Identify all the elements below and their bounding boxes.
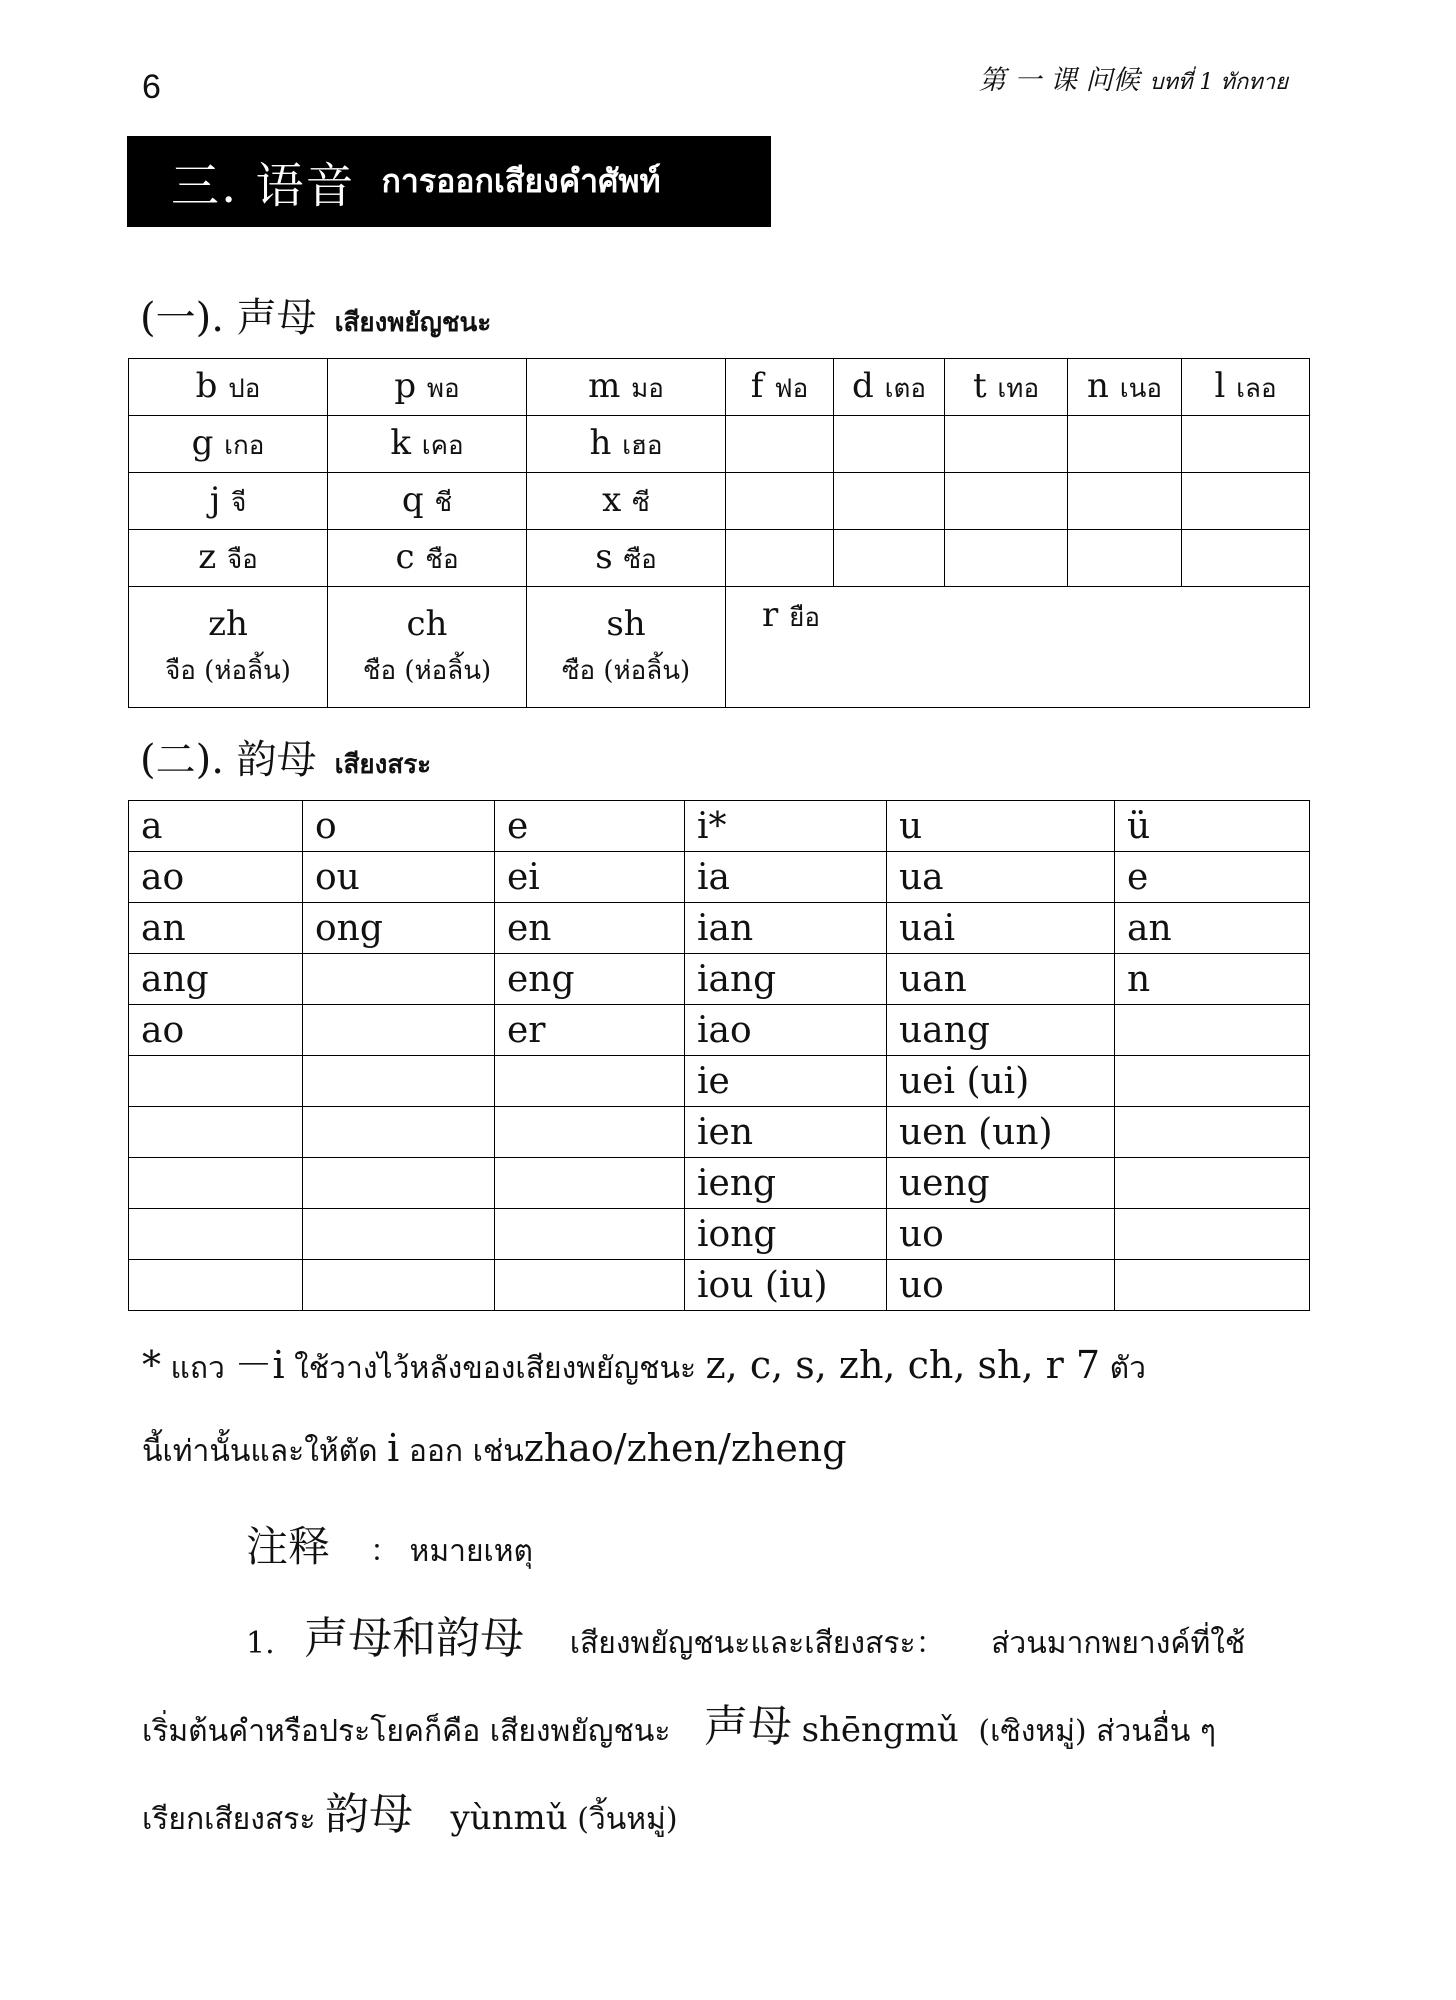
initial-cell: f ฟอ	[726, 359, 834, 416]
table-row	[129, 587, 1310, 708]
empty-cell	[945, 530, 1068, 587]
finals-heading	[140, 728, 431, 785]
final-cell: ong	[303, 903, 495, 954]
initial-cell: n เนอ	[1068, 359, 1182, 416]
final-cell: uo	[887, 1209, 1115, 1260]
table-row	[129, 801, 1310, 852]
final-cell: uei (ui)	[887, 1056, 1115, 1107]
empty-cell	[1068, 530, 1182, 587]
final-cell: e	[495, 801, 685, 852]
initial-cell: s ซือ	[527, 530, 726, 587]
empty-cell	[834, 473, 945, 530]
table-row	[129, 416, 1310, 473]
final-cell: uai	[887, 903, 1115, 954]
table-row	[129, 473, 1310, 530]
initial-cell: ch ชือ (ห่อลิ้น)	[328, 587, 527, 708]
final-cell: iou (iu)	[685, 1260, 887, 1311]
note-paragraph: * แถว －i ใช้วางไว้หลังของเสียงพยัญชนะ z, c, s, zh, ch, sh, r 7 ตัว	[142, 1343, 1146, 1387]
empty-cell	[1115, 1056, 1310, 1107]
remark-paragraph-line3: เรียกเสียงสระ 韵母 yùnmǔ (วิ้นหมู่)	[142, 1789, 678, 1840]
final-cell: ian	[685, 903, 887, 954]
final-cell: iang	[685, 954, 887, 1005]
empty-cell	[129, 1260, 303, 1311]
final-cell: u	[887, 801, 1115, 852]
table-row	[129, 903, 1310, 954]
lesson-title-zh: 第 一 课 问候	[978, 65, 1140, 96]
initial-cell: z จือ	[129, 530, 328, 587]
empty-cell	[834, 416, 945, 473]
empty-cell	[1115, 1209, 1310, 1260]
empty-cell	[1068, 416, 1182, 473]
empty-cell	[495, 1158, 685, 1209]
final-cell: ueng	[887, 1158, 1115, 1209]
empty-cell	[726, 416, 834, 473]
empty-cell	[303, 1056, 495, 1107]
initial-cell: j จี	[129, 473, 328, 530]
empty-cell	[1115, 1107, 1310, 1158]
table-row	[129, 954, 1310, 1005]
finals-heading-th: เสียงสระ	[334, 750, 432, 780]
table-row	[129, 1209, 1310, 1260]
final-cell: a	[129, 801, 303, 852]
table-row	[129, 1158, 1310, 1209]
running-header	[979, 58, 1288, 99]
empty-cell	[303, 1260, 495, 1311]
empty-cell	[303, 1209, 495, 1260]
empty-cell	[834, 530, 945, 587]
lesson-title-th: บทที่ 1 ทักทาย	[1149, 70, 1288, 95]
finals-table	[128, 800, 1310, 1311]
empty-cell	[726, 530, 834, 587]
empty-cell	[495, 1260, 685, 1311]
final-cell: e	[1115, 852, 1310, 903]
final-cell: er	[495, 1005, 685, 1056]
initial-cell: k เคอ	[328, 416, 527, 473]
empty-cell	[303, 954, 495, 1005]
empty-cell	[129, 1209, 303, 1260]
final-cell: n	[1115, 954, 1310, 1005]
initial-cell-r: r ยือ	[726, 587, 1310, 708]
final-cell: uang	[887, 1005, 1115, 1056]
table-row	[129, 1260, 1310, 1311]
initial-cell: q ชี	[328, 473, 527, 530]
empty-cell	[1115, 1158, 1310, 1209]
initial-cell: x ซี	[527, 473, 726, 530]
empty-cell	[1115, 1005, 1310, 1056]
final-cell: ao	[129, 852, 303, 903]
table-row	[129, 1056, 1310, 1107]
remarks-heading: 注释 ： หมายเหตุ	[246, 1522, 534, 1571]
initial-cell: t เทอ	[945, 359, 1068, 416]
empty-cell	[1182, 473, 1310, 530]
final-cell: ien	[685, 1107, 887, 1158]
table-row	[129, 530, 1310, 587]
empty-cell	[1068, 473, 1182, 530]
final-cell: an	[1115, 903, 1310, 954]
initial-cell: sh ซือ (ห่อลิ้น)	[527, 587, 726, 708]
section-title-zh: 三. 语音	[171, 158, 356, 214]
empty-cell	[726, 473, 834, 530]
final-cell: ao	[129, 1005, 303, 1056]
initial-cell: d เตอ	[834, 359, 945, 416]
final-cell: iao	[685, 1005, 887, 1056]
empty-cell	[303, 1158, 495, 1209]
initial-cell: b ปอ	[129, 359, 328, 416]
remark-paragraph: 1. 声母和韵母 เสียงพยัญชนะและเสียงสระ： ส่วนมากพยางค์ที่ใช้	[246, 1613, 1246, 1664]
empty-cell	[495, 1056, 685, 1107]
table-row	[129, 852, 1310, 903]
initials-table	[128, 358, 1310, 708]
empty-cell	[945, 416, 1068, 473]
empty-cell	[945, 473, 1068, 530]
empty-cell	[129, 1056, 303, 1107]
remark-paragraph-line2: เริ่มต้นคำหรือประโยคก็คือ เสียงพยัญชนะ 声母 shēngmǔ (เซิงหมู่) ส่วนอื่น ๆ	[142, 1701, 1216, 1752]
final-cell: iong	[685, 1209, 887, 1260]
final-cell: an	[129, 903, 303, 954]
initial-cell: g เกอ	[129, 416, 328, 473]
final-cell: eng	[495, 954, 685, 1005]
final-cell: ang	[129, 954, 303, 1005]
final-cell: uo	[887, 1260, 1115, 1311]
table-row	[129, 359, 1310, 416]
final-cell: i*	[685, 801, 887, 852]
empty-cell	[303, 1005, 495, 1056]
final-cell: uen (un)	[887, 1107, 1115, 1158]
initials-heading-zh: (一). 声母	[140, 295, 317, 341]
empty-cell	[495, 1107, 685, 1158]
page-number: 6	[142, 68, 161, 106]
final-cell: ou	[303, 852, 495, 903]
section-title-th: การออกเสียงคำศัพท์	[381, 162, 661, 200]
empty-cell	[129, 1107, 303, 1158]
final-cell: ei	[495, 852, 685, 903]
initial-cell: zh จือ (ห่อลิ้น)	[129, 587, 328, 708]
initials-heading-th: เสียงพยัญชนะ	[334, 308, 492, 338]
table-row	[129, 1107, 1310, 1158]
note-paragraph-line2: นี้เท่านั้นและให้ตัด i ออก เช่นzhao/zhen/zheng	[142, 1426, 847, 1470]
final-cell: o	[303, 801, 495, 852]
empty-cell	[1115, 1260, 1310, 1311]
table-row	[129, 1005, 1310, 1056]
final-cell: ieng	[685, 1158, 887, 1209]
section-banner	[127, 136, 771, 227]
final-cell: en	[495, 903, 685, 954]
empty-cell	[129, 1158, 303, 1209]
initial-cell: l เลอ	[1182, 359, 1310, 416]
empty-cell	[1182, 530, 1310, 587]
finals-heading-zh: (二). 韵母	[140, 737, 317, 783]
initial-cell: p พอ	[328, 359, 527, 416]
final-cell: ie	[685, 1056, 887, 1107]
empty-cell	[303, 1107, 495, 1158]
initial-cell: c ชือ	[328, 530, 527, 587]
final-cell: ia	[685, 852, 887, 903]
initial-cell: m มอ	[527, 359, 726, 416]
empty-cell	[1182, 416, 1310, 473]
final-cell: ü	[1115, 801, 1310, 852]
initial-cell: h เฮอ	[527, 416, 726, 473]
initials-heading	[140, 286, 491, 343]
final-cell: uan	[887, 954, 1115, 1005]
final-cell: ua	[887, 852, 1115, 903]
empty-cell	[495, 1209, 685, 1260]
